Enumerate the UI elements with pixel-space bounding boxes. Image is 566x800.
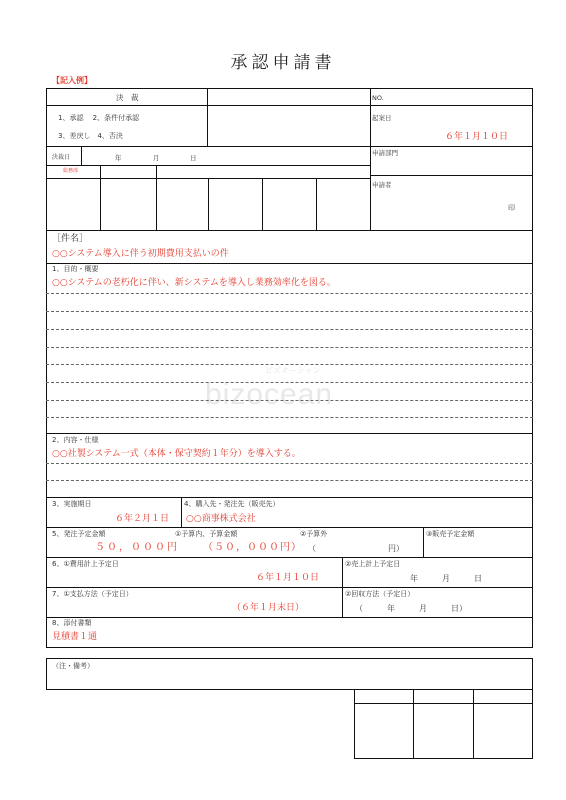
period-value: ６年２月１日 (115, 514, 170, 524)
watermark: bizocean (205, 378, 334, 411)
cost-value: ６年１月１０日 (256, 573, 320, 583)
approval-options-1: 1、承認 2、条件付承認 (58, 114, 140, 122)
dept-stamp-label: 総務部 (63, 168, 79, 174)
purpose-label: 1、目的・概要 (52, 265, 99, 273)
cost-label: 6、①費用計上予定日 (52, 560, 119, 568)
sales-date-label: ②売上計上予定日 (345, 560, 401, 568)
notes-box (46, 658, 533, 690)
subject-label: ［件名］ (52, 234, 89, 244)
budget-out-value: （ 円） (308, 544, 404, 553)
draft-date-label: 起案日 (372, 114, 392, 122)
approval-header: 決 裁 (116, 93, 139, 102)
watermark-sub: ビズオーシャン (265, 366, 321, 375)
applicant-label: 申請者 (372, 181, 392, 189)
payment-value: （６年１月末日） (232, 603, 305, 613)
decision-month: 月 (153, 154, 160, 162)
payment-label: 7、①支払方法（予定日） (52, 590, 133, 598)
decision-day: 日 (190, 154, 197, 162)
content-value: ○○社製システム一式（本体・保守契約１年分）を導入する。 (52, 449, 301, 459)
collect-label: ②回収方法（予定日） (345, 590, 415, 598)
form-main (46, 88, 533, 648)
dept-label: 申請部門 (372, 149, 398, 157)
decision-date-label: 決裁日 (52, 154, 71, 161)
budget-in-value: （５０，０００円） (203, 542, 302, 553)
vendor-label: 4、購入先・発注先（販売先） (184, 500, 280, 508)
notes-label: （注・備考） (52, 662, 94, 670)
budget-in-label: ①予算内、予算金額 (175, 530, 238, 538)
sales-amount-label: ③販売予定金額 (426, 530, 475, 538)
content-label: 2、内容・仕様 (52, 436, 99, 444)
budget-out-label: ②予算外 (300, 530, 328, 538)
page-title: 承認申請書 (230, 53, 336, 73)
subject-value: ○○システム導入に伴う初期費用支払いの件 (52, 249, 229, 259)
attach-label: 8、添付書類 (52, 619, 92, 627)
purpose-value: ○○システムの老朽化に伴い、新システムを導入し業務効率化を図る。 (52, 278, 336, 288)
amount-label: 5、発注予定金額 (52, 530, 106, 538)
seal-mark: 印 (508, 204, 515, 212)
no-label: NO. (372, 94, 384, 102)
stamp-boxes (354, 689, 533, 759)
period-label: 3、実施期日 (52, 500, 92, 508)
collect-value: （ 年 月 日） (355, 604, 467, 613)
decision-year: 年 (115, 154, 122, 162)
vendor-value: ○○商事株式会社 (186, 514, 256, 524)
draft-date-value: ６年１月１０日 (445, 132, 509, 142)
approval-options-2: 3、差戻し 4、否決 (58, 132, 123, 140)
sales-date-value: 年 月 日 (410, 574, 482, 583)
example-label: 【記入例】 (52, 76, 92, 85)
attach-value: 見積書１通 (52, 632, 98, 642)
amount-value: ５０，０００円 (95, 542, 179, 553)
